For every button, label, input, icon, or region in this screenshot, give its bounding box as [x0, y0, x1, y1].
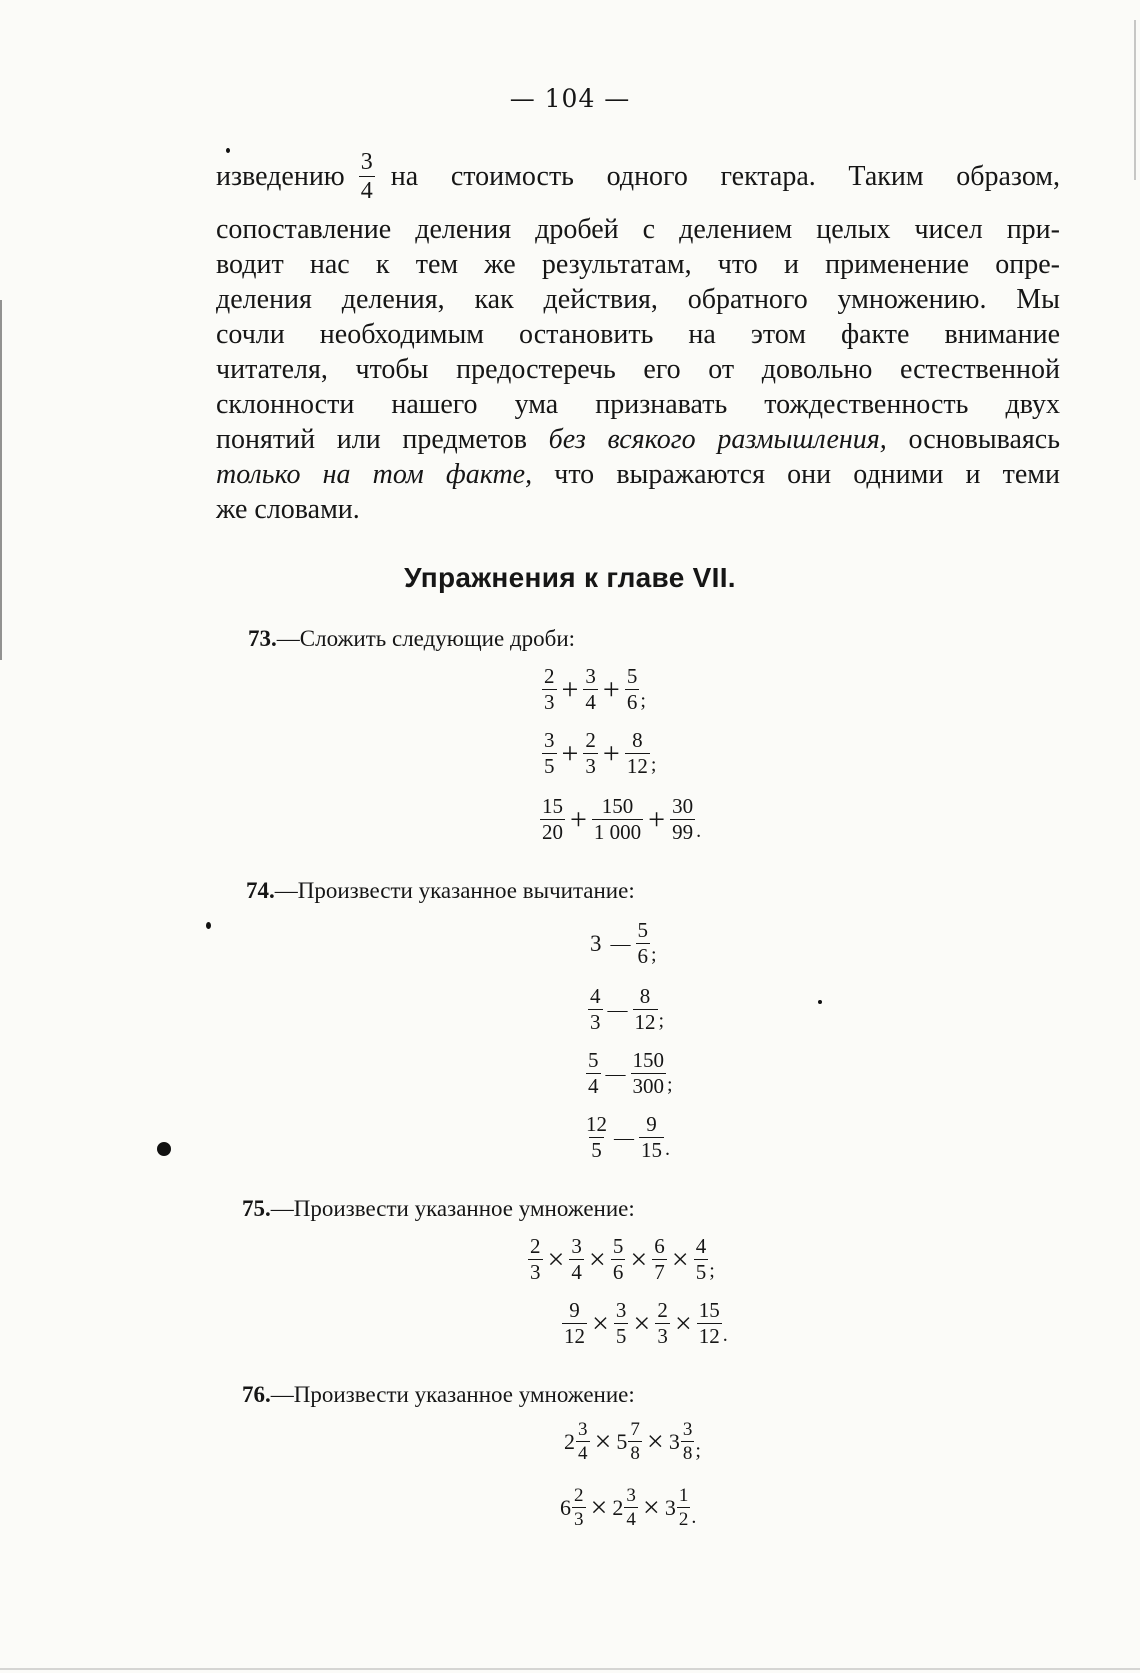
exercise-73-heading: [248, 626, 575, 652]
numerator: 5: [588, 1048, 599, 1072]
minus-sign: —: [607, 998, 628, 1021]
italic-emphasis: только на том факте,: [216, 459, 533, 490]
denominator: 4: [588, 1074, 599, 1098]
whole-part: 3: [664, 1494, 676, 1520]
fraction: [694, 1236, 709, 1283]
fraction: [611, 1236, 626, 1283]
fraction: [572, 1486, 586, 1529]
mixed-number: [616, 1420, 642, 1463]
expression-74-4: [584, 1114, 670, 1161]
numerator: 8: [632, 728, 643, 752]
denominator: 4: [360, 177, 373, 204]
body-line: деления деления, как действия, обратного умножению. Мы: [216, 284, 1060, 315]
times-sign: ×: [630, 1242, 648, 1276]
fraction: [588, 986, 603, 1033]
denominator: 6: [612, 1260, 624, 1284]
times-sign: ×: [594, 1424, 612, 1458]
fraction: [583, 666, 598, 713]
numerator: 1: [678, 1485, 689, 1506]
fraction: [625, 666, 640, 713]
whole-part: 3: [668, 1428, 680, 1454]
exercise-74-heading: [246, 878, 635, 904]
numerator: 5: [637, 918, 648, 942]
times-sign: ×: [671, 1242, 689, 1276]
exercise-75-heading: [242, 1196, 635, 1222]
scan-edge: [0, 300, 2, 660]
denominator: 3: [590, 1010, 601, 1034]
fraction: [584, 1114, 609, 1161]
denominator: 5: [615, 1324, 627, 1348]
mixed-number: [669, 1420, 695, 1463]
body-line-1-start: изведению: [216, 160, 345, 192]
semicolon: ;: [650, 754, 657, 776]
italic-emphasis: без всякого размышления,: [548, 424, 887, 455]
fraction: [670, 796, 695, 843]
mixed-number: [665, 1486, 691, 1529]
numerator: 3: [360, 148, 373, 175]
times-sign: ×: [588, 1242, 606, 1276]
denominator: 5: [695, 1260, 707, 1284]
plus-sign: +: [602, 672, 620, 706]
period: .: [665, 1138, 670, 1160]
numerator: 2: [585, 728, 596, 752]
body-line: склонности нашего ума признавать тождественность двух: [216, 389, 1060, 420]
denominator: 3: [585, 754, 596, 778]
scan-edge: [0, 1668, 1140, 1670]
numerator: 4: [590, 984, 601, 1008]
ink-speck: [226, 148, 230, 153]
times-sign: ×: [590, 1490, 608, 1524]
denominator: 8: [630, 1443, 640, 1464]
fraction: [655, 1300, 670, 1347]
expression-73-1: [542, 666, 646, 713]
numerator: 8: [639, 984, 651, 1008]
body-line-1: [216, 146, 1060, 206]
numerator: 5: [612, 1234, 624, 1258]
times-sign: ×: [547, 1242, 565, 1276]
page-number: — 104 —: [509, 84, 631, 113]
semicolon: ;: [667, 1074, 673, 1096]
expression-73-3: [540, 796, 701, 843]
denominator: 6: [626, 690, 638, 714]
denominator: 1 000: [593, 820, 642, 844]
numerator: 3: [571, 1234, 582, 1258]
exercise-text: —Произвести указанное умножение:: [270, 1196, 635, 1221]
text: понятий или предметов: [216, 424, 549, 455]
expression-76-2: [560, 1486, 696, 1529]
body-line-8: [216, 422, 1060, 457]
numerator: 12: [586, 1112, 607, 1136]
mixed-number: [564, 1420, 590, 1463]
body-line: сочли необходимым остановить на этом факте внимание: [216, 319, 1060, 350]
denominator: 12: [564, 1324, 585, 1348]
fraction: [540, 796, 565, 843]
times-sign: ×: [592, 1306, 609, 1340]
numerator: 5: [626, 664, 638, 688]
semicolon: ;: [651, 944, 657, 966]
fraction: [542, 666, 557, 713]
ink-speck: [206, 922, 211, 929]
expression-76-1: [564, 1420, 701, 1463]
fraction: [628, 1420, 642, 1463]
fraction: [562, 1300, 587, 1347]
fraction: [528, 1236, 543, 1283]
mixed-number: [612, 1486, 638, 1529]
denominator: 3: [574, 1509, 584, 1530]
period: .: [696, 820, 702, 842]
exercise-number: 74.: [246, 878, 275, 903]
minus-sign: —: [605, 1062, 626, 1085]
plus-sign: +: [602, 736, 620, 770]
text: основываясь: [886, 424, 1061, 455]
fraction: [697, 1300, 722, 1347]
times-sign: ×: [633, 1306, 651, 1340]
semicolon: ;: [640, 690, 646, 712]
expression-74-2: [588, 986, 664, 1033]
fraction: [569, 1236, 584, 1283]
denominator: 99: [672, 820, 694, 844]
period: .: [722, 1324, 728, 1346]
exercise-number: 76.: [242, 1382, 271, 1407]
fraction: [681, 1420, 695, 1463]
text: что выражаются они одними и теми: [532, 459, 1060, 490]
times-sign: ×: [674, 1306, 692, 1340]
denominator: 12: [626, 754, 648, 778]
fraction: [586, 1050, 601, 1097]
denominator: 12: [698, 1324, 720, 1348]
numerator: 3: [585, 664, 596, 688]
numerator: 15: [698, 1298, 720, 1322]
denominator: 3: [530, 1260, 541, 1284]
denominator: 3: [657, 1324, 668, 1348]
mixed-number: [560, 1486, 586, 1529]
expression-75-2: [562, 1300, 728, 1347]
fraction: [592, 796, 643, 843]
times-sign: ×: [642, 1490, 660, 1524]
fraction: [576, 1420, 590, 1463]
denominator: 20: [542, 820, 563, 844]
body-line: читателя, чтобы предостеречь его от довольно естественной: [216, 354, 1060, 385]
denominator: 5: [591, 1138, 602, 1162]
scan-edge: [1134, 20, 1136, 180]
fraction: [633, 986, 658, 1033]
numerator: 3: [615, 1298, 627, 1322]
numerator: 7: [630, 1419, 640, 1440]
numerator: 9: [646, 1112, 657, 1136]
exercise-76-heading: [242, 1382, 635, 1408]
numerator: 6: [654, 1234, 665, 1258]
exercise-number: 73.: [248, 626, 277, 651]
plus-sign: +: [570, 802, 587, 836]
expression-74-1: [590, 920, 657, 967]
plus-sign: +: [561, 736, 579, 770]
numerator: 150: [601, 794, 634, 818]
fraction: [639, 1114, 664, 1161]
expression-73-2: [542, 730, 656, 777]
numerator: 3: [626, 1485, 636, 1506]
denominator: 4: [585, 690, 596, 714]
semicolon: ;: [658, 1010, 665, 1032]
exercise-text: —Произвести указанное вычитание:: [274, 878, 635, 903]
denominator: 4: [571, 1260, 582, 1284]
period: .: [691, 1506, 697, 1528]
numerator: 9: [569, 1298, 580, 1322]
fraction: [614, 1300, 629, 1347]
fraction: [652, 1236, 667, 1283]
ink-blot: [157, 1142, 171, 1156]
numerator: 2: [574, 1485, 584, 1506]
whole-part: 5: [616, 1428, 628, 1454]
inline-fraction: [359, 150, 375, 203]
denominator: 3: [544, 690, 555, 714]
semicolon: ;: [695, 1440, 701, 1462]
exercise-text: —Произвести указанное умножение:: [270, 1382, 635, 1407]
denominator: 2: [678, 1509, 689, 1530]
body-line-9: [216, 457, 1060, 492]
denominator: 8: [682, 1443, 693, 1464]
numerator: 4: [695, 1234, 707, 1258]
numerator: 3: [578, 1419, 588, 1440]
numerator: 3: [544, 728, 555, 752]
expression-74-3: [586, 1050, 673, 1097]
ink-speck: [818, 1000, 822, 1004]
fraction: [624, 1486, 638, 1529]
fraction: [677, 1486, 691, 1529]
semicolon: ;: [709, 1260, 715, 1282]
body-line-1-end: на стоимость одного гектара. Таким образом,: [390, 160, 1060, 192]
fraction: [542, 730, 557, 777]
denominator: 12: [634, 1010, 656, 1034]
denominator: 4: [578, 1443, 588, 1464]
whole-part: 2: [564, 1428, 575, 1454]
fraction: [583, 730, 598, 777]
denominator: 300: [632, 1074, 664, 1098]
fraction: [631, 1050, 667, 1097]
exercise-text: —Сложить следующие дроби:: [276, 626, 576, 651]
numerator: 150: [632, 1048, 664, 1072]
denominator: 15: [641, 1138, 662, 1162]
body-line-10: же словами.: [216, 494, 360, 525]
denominator: 5: [544, 754, 555, 778]
numerator: 2: [530, 1234, 541, 1258]
fraction: [636, 920, 651, 967]
whole-part: 6: [560, 1494, 571, 1520]
minus-sign: —: [614, 1126, 634, 1149]
numerator: 30: [672, 794, 694, 818]
body-line: сопоставление деления дробей с делением целых чисел при-: [216, 214, 1060, 245]
denominator: 4: [626, 1509, 636, 1530]
times-sign: ×: [646, 1424, 664, 1458]
numerator: 15: [542, 794, 563, 818]
numerator: 3: [682, 1419, 693, 1440]
plus-sign: +: [561, 672, 579, 706]
body-line: водит нас к тем же результатам, что и применение опре-: [216, 249, 1060, 280]
minus-sign: —: [610, 932, 631, 955]
plus-sign: +: [648, 802, 666, 836]
exercise-number: 75.: [242, 1196, 271, 1221]
numerator: 2: [544, 664, 555, 688]
numerator: 2: [657, 1298, 668, 1322]
denominator: 7: [654, 1260, 665, 1284]
expression-75-1: [528, 1236, 715, 1283]
body-paragraph: [216, 146, 1060, 527]
fraction: [625, 730, 650, 777]
denominator: 6: [637, 944, 648, 968]
whole-part: 2: [612, 1494, 624, 1520]
whole-number: 3: [590, 930, 602, 956]
section-title: Упражнения к главе VII.: [404, 562, 736, 593]
